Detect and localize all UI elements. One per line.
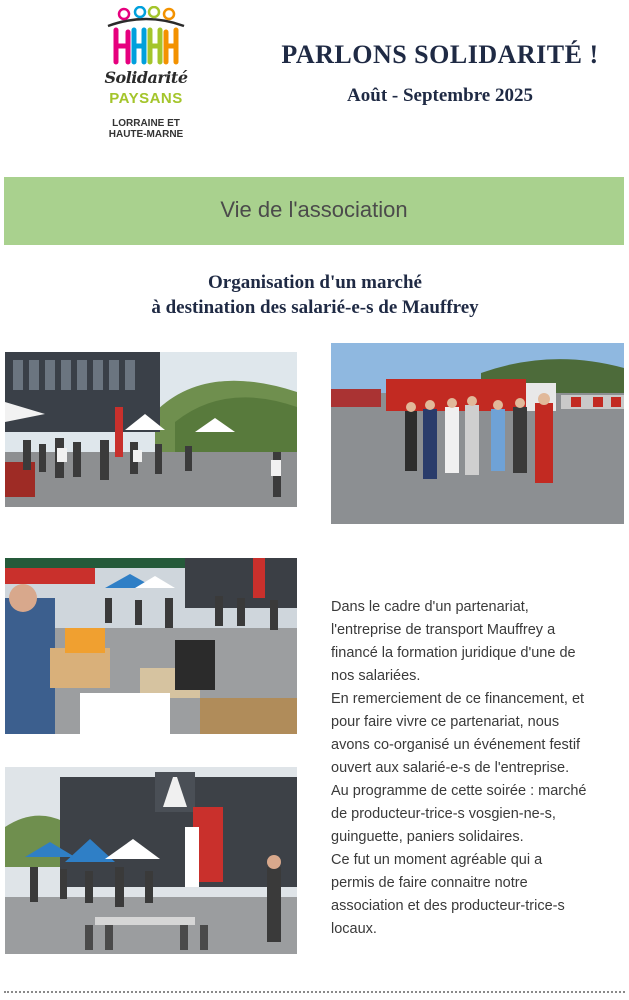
section-band [4, 177, 624, 245]
body-line: Au programme de cette soirée : marché [331, 783, 587, 799]
solidarite-paysans-logo [98, 6, 194, 146]
producer-stall-photo [5, 558, 297, 734]
newsletter-date: Août - Septembre 2025 [347, 85, 533, 106]
article-title [60, 270, 570, 320]
body-line: nos salariées. [331, 668, 421, 684]
newsletter-title: PARLONS SOLIDARITÉ ! [281, 40, 599, 69]
dotted-divider [4, 991, 625, 993]
logo-region-line2: HAUTE-MARNE [108, 129, 184, 140]
body-line: En remerciement de ce financement, et [331, 691, 585, 707]
body-line: guinguette, paniers solidaires. [331, 829, 524, 845]
body-line: pour faire vivre ce partenariat, nous [331, 714, 560, 730]
body-line: Ce fut un moment agréable qui a [331, 852, 543, 868]
market-terrace-photo [5, 767, 297, 954]
logo-line-paysans: PAYSANS [109, 90, 183, 107]
logo-region-line1: LORRAINE ET [112, 118, 180, 129]
body-line: Dans le cadre d'un partenariat, [331, 599, 529, 615]
body-line: permis de faire connaitre notre [331, 875, 528, 891]
article-body [331, 596, 629, 941]
section-label: Vie de l'association [220, 197, 408, 222]
logo-region [98, 118, 194, 140]
people-holding-hands-icon [104, 6, 188, 66]
logo-line-solidarite: Solidarité [104, 68, 188, 87]
article-title-line2: à destination des salarié-e-s de Mauffrey [151, 297, 479, 318]
body-line: de producteur-trice-s vosgien-ne-s, [331, 806, 556, 822]
article-title-line1: Organisation d'un marché [208, 272, 422, 293]
market-crowd-photo [5, 352, 297, 507]
body-line: association et des producteur-trice-s [331, 898, 565, 914]
body-line: avons co-organisé un événement festif [331, 737, 581, 753]
body-line: financé la formation juridique d'une de [331, 645, 576, 661]
body-line: ouvert aux salarié-e-s de l'entreprise. [331, 760, 570, 776]
body-line: locaux. [331, 921, 377, 937]
body-line: l'entreprise de transport Mauffrey a [331, 622, 556, 638]
group-in-front-of-trucks-photo [331, 343, 624, 524]
